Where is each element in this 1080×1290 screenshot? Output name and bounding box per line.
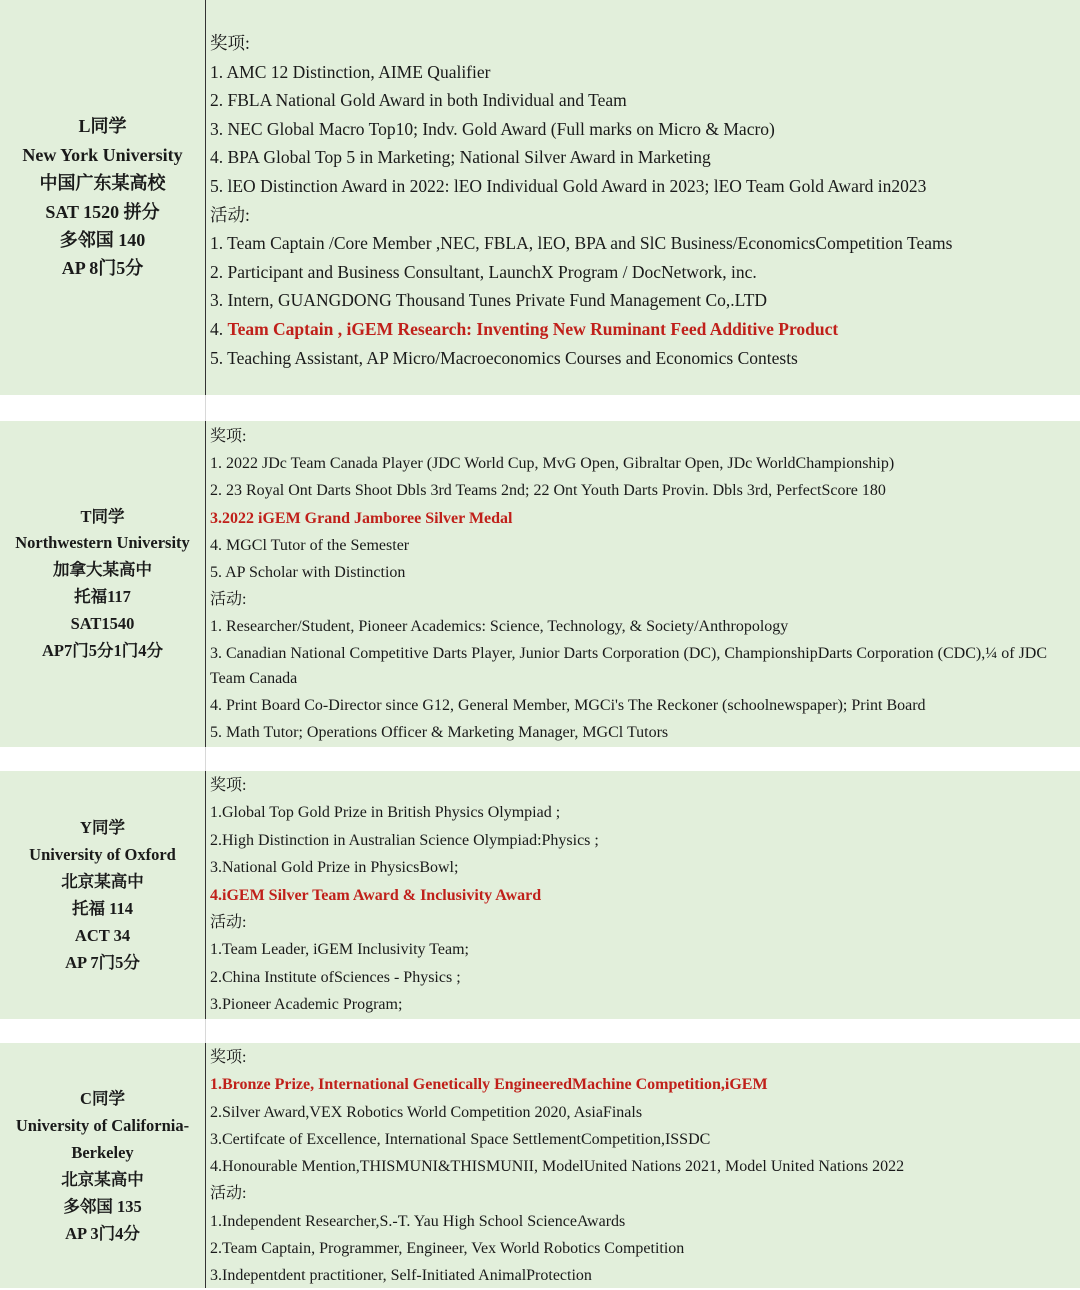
- award-item: 4. BPA Global Top 5 in Marketing; National Silver Award in Marketing: [210, 147, 711, 168]
- award-item: 2.High Distinction in Australian Science Olympiad:Physics ;: [210, 831, 599, 849]
- student-profile: [0, 1043, 205, 1288]
- activity-item: 2.China Institute ofSciences - Physics ;: [210, 968, 461, 986]
- column-divider: [205, 1043, 206, 1288]
- student-row-c: [0, 1043, 1080, 1288]
- activity-item: [210, 315, 1080, 344]
- achievements: [210, 29, 1080, 372]
- highlighted-award: 4.iGEM Silver Team Award & Inclusivity Award: [210, 886, 542, 904]
- award-item: 2. 23 Royal Ont Darts Shoot Dbls 3rd Teams 2nd; 22 Ont Youth Darts Provin. Dbls 3rd, PerfectScore 180: [210, 482, 886, 500]
- student-profile: [0, 771, 205, 1019]
- activity-number: 4.: [210, 318, 228, 339]
- school: 加拿大某高中: [53, 560, 152, 580]
- test-score: ACT 34: [74, 926, 131, 945]
- column-divider: [205, 0, 206, 395]
- award-item: 5. lEO Distinction Award in 2022: lEO Individual Gold Award in 2023; lEO Team Gold Award in2023: [210, 175, 927, 196]
- award-item: 1. AMC 12 Distinction, AIME Qualifier: [210, 61, 491, 82]
- activity-item: 3.Indepentdent practitioner, Self-Initiated AnimalProtection: [210, 1267, 592, 1285]
- awards-label: 奖项:: [210, 1049, 247, 1066]
- student-name: T同学: [80, 506, 125, 526]
- activity-item: 2. Participant and Business Consultant, LaunchX Program / DocNetwork, inc.: [210, 261, 757, 282]
- test-score: 托福117: [74, 587, 131, 606]
- highlighted-award: 1.Bronze Prize, International Genetically EngineeredMachine Competition,iGEM: [210, 1076, 768, 1094]
- ap-score: AP 3门4分: [65, 1223, 140, 1243]
- school: 中国广东某高校: [39, 173, 166, 194]
- activities-label: 活动:: [210, 1185, 247, 1203]
- activity-item: 1.Team Leader, iGEM Inclusivity Team;: [210, 941, 469, 959]
- award-item: 1.Global Top Gold Prize in British Physics Olympiad ;: [210, 804, 561, 822]
- student-name: Y同学: [80, 818, 125, 837]
- award-item: 2. FBLA National Gold Award in both Individual and Team: [210, 90, 627, 111]
- test-score: 托福 114: [72, 899, 133, 918]
- row-spacer: [0, 395, 1080, 421]
- column-divider: [205, 421, 206, 747]
- test-score: SAT1540: [70, 613, 135, 633]
- activity-item: 5. Math Tutor; Operations Officer & Marketing Manager, MGCl Tutors: [210, 724, 669, 742]
- achievements: [210, 1044, 1080, 1290]
- ap-score: AP 8门5分: [61, 258, 144, 279]
- award-item: 3.National Gold Prize in PhysicsBowl;: [210, 859, 459, 877]
- activity-item: 3. Canadian National Competitive Darts Player, Junior Darts Corporation (DC), ChampionshipDarts Corporation (CDC),¼ of JDC Team Canada: [210, 644, 1048, 688]
- activity-item: 5. Teaching Assistant, AP Micro/Macroeconomics Courses and Economics Contests: [210, 347, 798, 368]
- university: University of California-: [15, 1115, 190, 1135]
- award-item: 3.Certifcate of Excellence, International Space SettlementCompetition,ISSDC: [210, 1130, 711, 1148]
- activities-label: 活动:: [210, 204, 250, 225]
- test-score: 多邻国 135: [63, 1196, 142, 1216]
- highlighted-activity: Team Captain , iGEM Research: Inventing New Ruminant Feed Additive Product: [227, 318, 839, 339]
- row-spacer: [0, 1019, 1080, 1043]
- achievements: [210, 423, 1080, 746]
- school: 北京某高中: [61, 1169, 144, 1189]
- student-row-y: [0, 771, 1080, 1019]
- row-spacer: [0, 747, 1080, 771]
- award-item: 4. MGCl Tutor of the Semester: [210, 536, 410, 554]
- test-score: SAT 1520 拼分: [45, 201, 160, 222]
- school: 北京某高中: [61, 872, 144, 891]
- awards-label: 奖项:: [210, 428, 247, 445]
- awards-label: 奖项:: [210, 777, 247, 794]
- activity-item: 3. Intern, GUANGDONG Thousand Tunes Private Fund Management Co,.LTD: [210, 290, 768, 311]
- activity-item: 3.Pioneer Academic Program;: [210, 996, 403, 1014]
- activity-item: 1. Researcher/Student, Pioneer Academics: Science, Technology, & Society/Anthropology: [210, 618, 789, 636]
- student-profile: [0, 0, 205, 395]
- awards-label: 奖项:: [210, 33, 250, 53]
- university: Berkeley: [71, 1142, 134, 1162]
- achievements: [210, 772, 1080, 1019]
- award-item: 5. AP Scholar with Distinction: [210, 564, 406, 582]
- student-name: C同学: [80, 1088, 125, 1108]
- activities-label: 活动:: [210, 914, 247, 932]
- award-item: 2.Silver Award,VEX Robotics World Competition 2020, AsiaFinals: [210, 1103, 643, 1121]
- award-item: 3. NEC Global Macro Top10; Indv. Gold Award (Full marks on Micro & Macro): [210, 118, 775, 139]
- student-row-l: [0, 0, 1080, 395]
- activity-item: 2.Team Captain, Programmer, Engineer, Vex World Robotics Competition: [210, 1240, 685, 1258]
- university: University of Oxford: [29, 845, 176, 864]
- student-name: L同学: [78, 116, 127, 137]
- student-profile: [0, 421, 205, 747]
- ap-score: AP 7门5分: [65, 953, 140, 972]
- university: Northwestern University: [15, 533, 190, 553]
- activities-label: 活动:: [210, 591, 247, 609]
- university: New York University: [22, 144, 183, 165]
- activity-item: 1. Team Captain /Core Member ,NEC, FBLA, lEO, BPA and SlC Business/EconomicsCompetition Teams: [210, 233, 953, 254]
- column-divider: [205, 771, 206, 1019]
- test-score: 多邻国 140: [59, 229, 146, 250]
- award-item: 1. 2022 JDc Team Canada Player (JDC World Cup, MvG Open, Gibraltar Open, JDc WorldChampionship): [210, 455, 895, 473]
- activity-item: 4. Print Board Co-Director since G12, General Member, MGCi's The Reckoner (schoolnewspaper); Print Board: [210, 696, 926, 714]
- ap-score: AP7门5分1门4分: [42, 640, 163, 660]
- award-item: 4.Honourable Mention,THISMUNI&THISMUNII, ModelUnited Nations 2021, Model United Nations 2022: [210, 1158, 905, 1176]
- activity-item: 1.Independent Researcher,S.-T. Yau High School ScienceAwards: [210, 1212, 626, 1230]
- student-row-t: [0, 421, 1080, 747]
- highlighted-award: 3.2022 iGEM Grand Jamboree Silver Medal: [210, 509, 513, 527]
